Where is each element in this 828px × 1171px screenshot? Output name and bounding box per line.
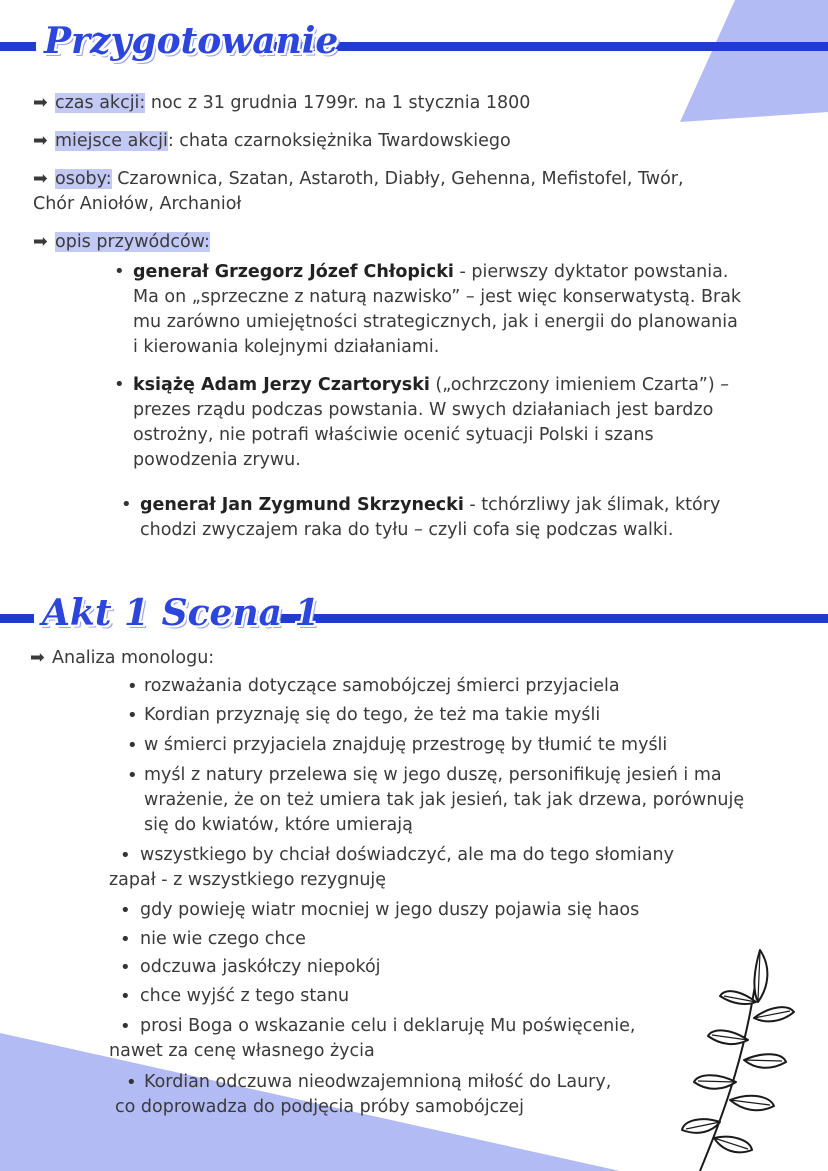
analysis-item: gdy powieję wiatr mocniej w jego duszy pojawia się haos (140, 900, 640, 920)
header-bar-left (0, 614, 34, 623)
bullet: • (120, 900, 131, 921)
analysis-item: nie wie czego chce (140, 929, 306, 949)
leader-2-line-3: ostrożny, nie potrafi właściwie ocenić sytuacji Polski i szans (133, 425, 654, 445)
leader-1-line-1: generał Grzegorz Józef Chłopicki - pierwszy dyktator powstania. (133, 262, 729, 282)
leaf (754, 950, 767, 1002)
leader-1-line-4: i kierowania kolejnymi działaniami. (133, 337, 440, 357)
header-bar-right (270, 42, 828, 51)
arrow-icon: ➡ (33, 93, 48, 113)
bullet: • (121, 494, 132, 515)
persons-continued: Chór Aniołów, Archanioł (33, 194, 242, 214)
bullet: • (120, 957, 131, 978)
bullet: • (114, 261, 125, 282)
analysis-item: Kordian odczuwa nieodwzajemnioną miłość do Laury, (144, 1072, 612, 1092)
analysis-item: wszystkiego by chciał doświadczyć, ale ma do tego słomiany (140, 845, 674, 865)
analysis-item: Kordian przyznaję się do tego, że też ma takie myśli (144, 705, 601, 725)
bullet: • (127, 735, 138, 756)
persons: ➡ osoby: Czarownica, Szatan, Astaroth, Diabły, Gehenna, Mefistofel, Twór, (33, 167, 684, 192)
analysis-item: myśl z natury przelewa się w jego duszę, personifikuję jesień i ma (144, 765, 722, 785)
bullet: • (114, 374, 125, 395)
analysis-item-continued: zapał - z wszystkiego rezygnuję (109, 870, 387, 890)
analysis-item: w śmierci przyjaciela znajduję przestrogę by tłumić te myśli (144, 735, 668, 755)
leader-1-line-3: mu zarówno umiejętności strategicznych, jak i energii do planowania (133, 312, 738, 332)
leader-2-line-1: książę Adam Jerzy Czartoryski („ochrzczony imieniem Czarta”) – (133, 375, 729, 395)
leader-2-line-2: prezes rządu podczas powstania. W swych działaniach jest bardzo (133, 400, 714, 420)
leader-1-line-2: Ma on „sprzeczne z naturą nazwisko” – jest więc konserwatystą. Brak (133, 287, 742, 307)
analysis-item: odczuwa jaskółczy niepokój (140, 957, 381, 977)
bullet: • (126, 1072, 137, 1093)
leaf (720, 991, 756, 1004)
arrow-icon: ➡ (33, 169, 48, 189)
bullet: • (120, 845, 131, 866)
analysis-item-continued: nawet za cenę własnego życia (109, 1041, 375, 1061)
bullet: • (127, 765, 138, 786)
leader-2-line-4: powodzenia zrywu. (133, 450, 301, 470)
header-bar-left (0, 42, 36, 51)
top-right-triangle (680, 0, 828, 122)
analysis-item: rozważania dotyczące samobójczej śmierci przyjaciela (144, 676, 620, 696)
bullet: • (120, 1016, 131, 1037)
header-bar-right (262, 614, 828, 623)
bullet: • (120, 929, 131, 950)
section-title-akt-1-scena-1: Akt 1 Scena 1 (42, 592, 320, 634)
bullet: • (120, 986, 131, 1007)
bullet: • (127, 676, 138, 697)
section-title-przygotowanie: Przygotowanie (44, 20, 339, 62)
leader-3-line-1: generał Jan Zygmund Skrzynecki - tchórzliwy jak ślimak, który (140, 495, 721, 515)
arrow-icon: ➡ (33, 131, 48, 151)
leader-3-line-2: chodzi zwyczajem raka do tyłu – czyli cofa się podczas walki. (140, 520, 674, 540)
analysis-intro: ➡ Analiza monologu: (30, 646, 214, 671)
analysis-item: chce wyjść z tego stanu (140, 986, 350, 1006)
place-of-action: ➡ miejsce akcji: chata czarnoksiężnika Twardowskiego (33, 129, 511, 154)
arrow-icon: ➡ (33, 232, 48, 252)
analysis-item-continued: się do kwiatów, które umierają (144, 815, 413, 835)
analysis-item-continued: co doprowadza do podjęcia próby samobójczej (115, 1097, 525, 1117)
time-of-action: ➡ czas akcji: noc z 31 grudnia 1799r. na 1 stycznia 1800 (33, 91, 530, 116)
analysis-item: prosi Boga o wskazanie celu i deklaruję Mu poświęcenie, (140, 1016, 636, 1036)
leaf-branch-illustration (670, 940, 828, 1171)
leaders-heading: ➡ opis przywódców: (33, 230, 210, 255)
arrow-icon: ➡ (30, 648, 45, 668)
bullet: • (127, 705, 138, 726)
analysis-item-continued: wrażenie, że on też umiera tak jak jesień, tak jak drzewa, porównuję (144, 790, 745, 810)
